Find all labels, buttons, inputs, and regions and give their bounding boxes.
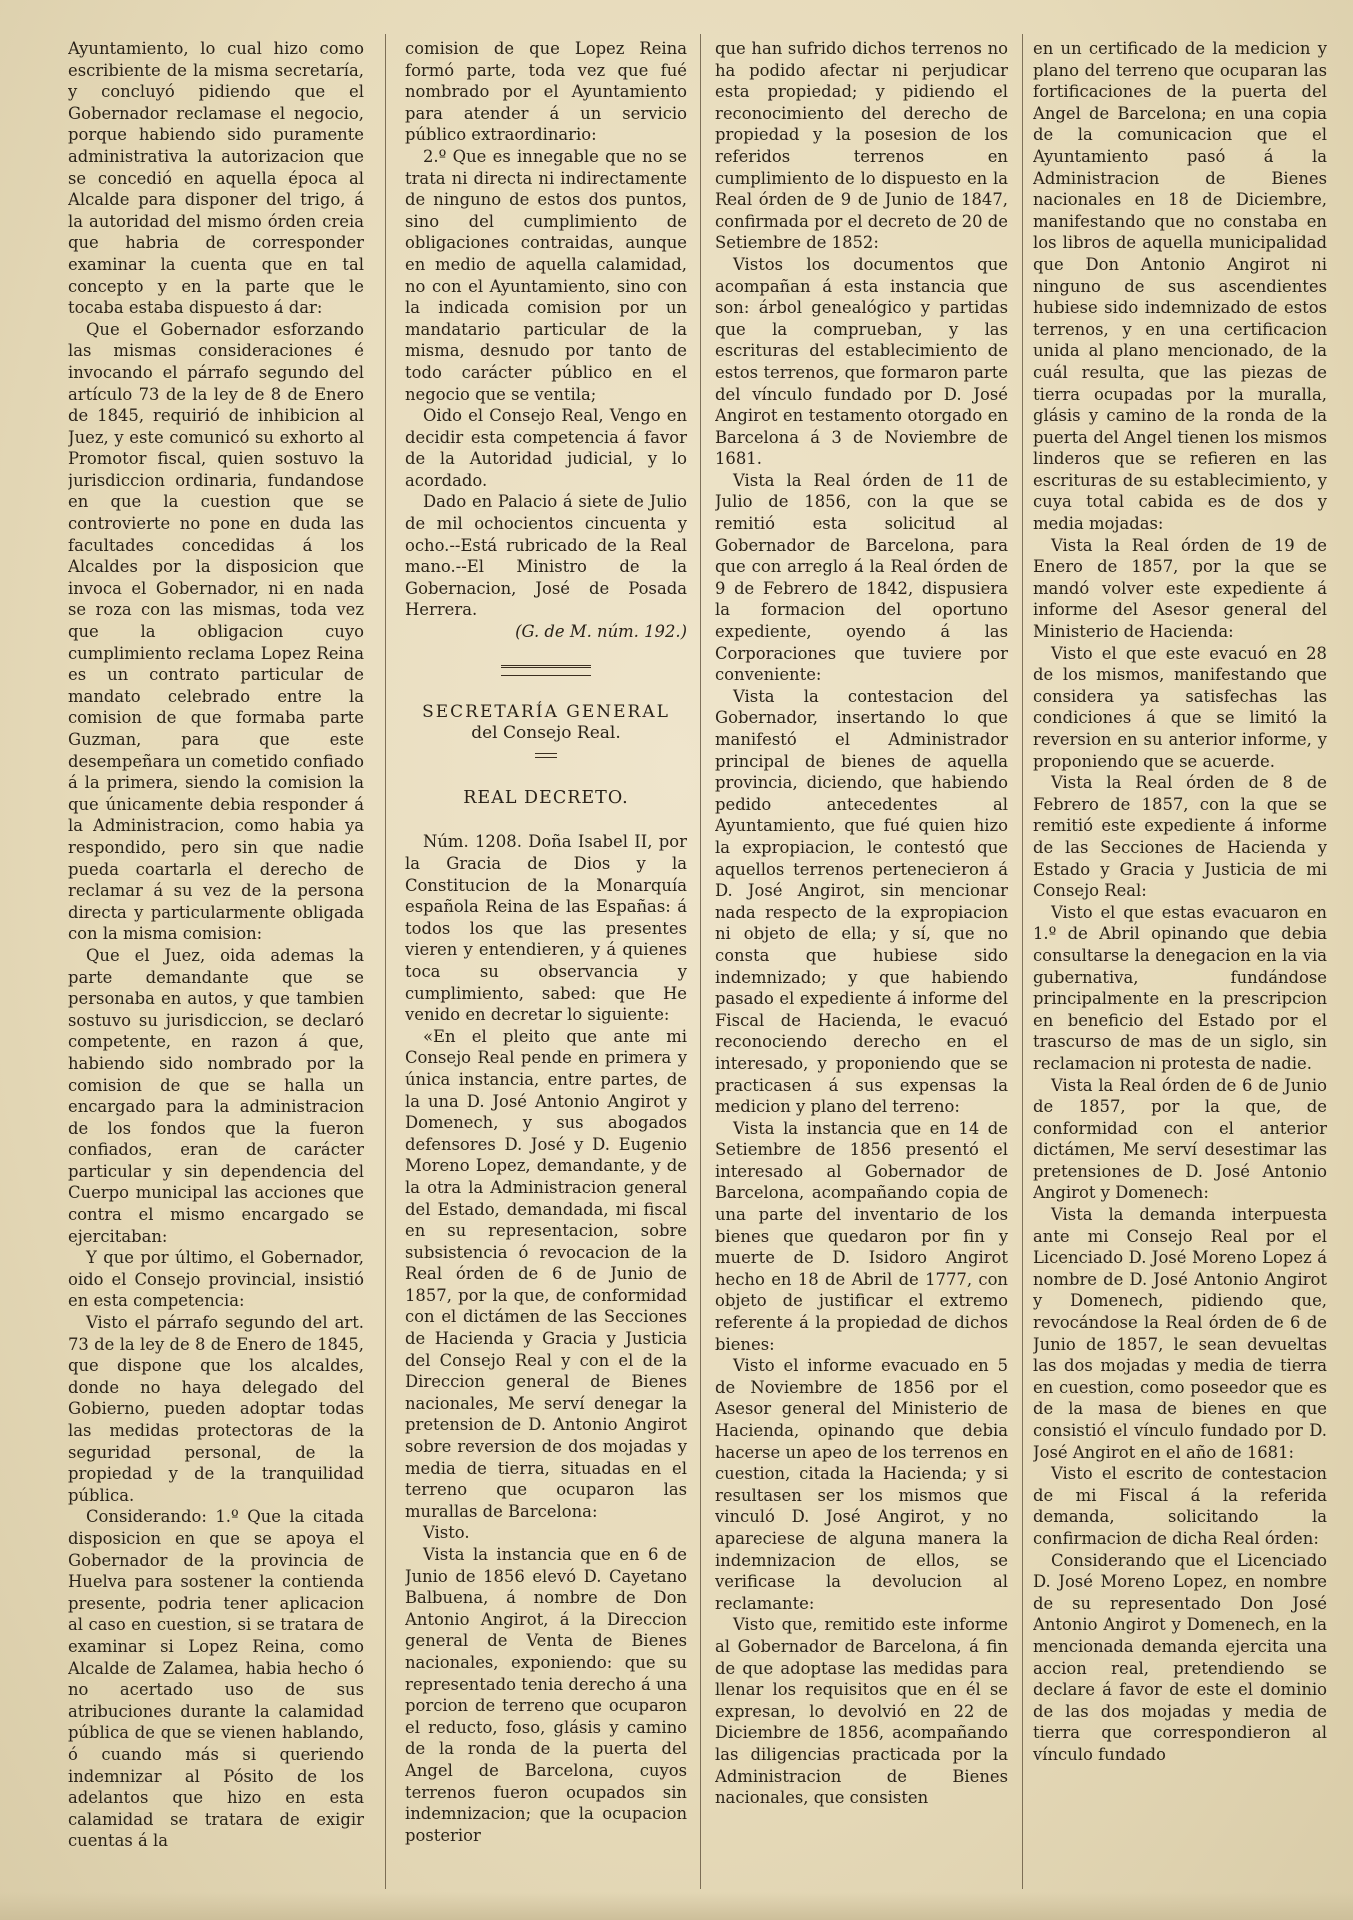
column-rule: [385, 34, 386, 1889]
column-2: [405, 38, 687, 1888]
section-title: SECRETARÍA GENERAL: [422, 701, 670, 722]
paragraph: Vista la Real órden de 6 de Junio de 1857, por la que, de conformidad con el anterior dictámen, Me serví desestimar las pretensiones de D. José Antonio Angirot y Domenech:: [1033, 1075, 1327, 1203]
paragraph: Visto.: [423, 1523, 470, 1543]
paragraph: comision de que Lopez Reina formó parte, toda vez que fué nombrado por el Ayuntamiento para atender á un servicio público extraordinario:: [405, 39, 687, 145]
paragraph: 2.º Que es innegable que no se trata ni directa ni indirectamente de ninguno de estos dos puntos, sino del cumplimiento de obligaciones contraidas, aunque en medio de aquella calamidad, no con el Ayuntamiento, sino con la indicada comision por un mandatario particular de la misma, desnudo por tanto de todo carácter público en el negocio que se ventila;: [405, 146, 687, 404]
paragraph: Que el Juez, oida ademas la parte demandante que se personaba en autos, y que tambien sostuvo su jurisdiccion, se declaró competente, en razon á que, habiendo sido nombrado por la comision de que se halla un encargado para la administracion de los fondos que la fueron confiados, eran de carácter particular y sin dependencia del Cuerpo municipal las acciones que contra el mismo encargado se ejercitaban:: [68, 945, 364, 1246]
paragraph: Núm. 1208. Doña Isabel II, por la Gracia de Dios y la Constitucion de la Monarquía española Reina de las Españas: á todos los que las presentes vieren y entendieren, y á quienes toca su observancia y cumplimiento, sabed: que He venido en decretar lo siguiente:: [405, 832, 687, 1025]
paragraph: Que el Gobernador esforzando las mismas consideraciones é invocando el párrafo segundo del artículo 73 de la ley de 8 de Enero de 1845, requirió de inhibicion al Juez, y este comunicó su exhorto al Promotor fiscal, quien sostuvo la jurisdiccion ordinaria, fundandose en que la cuestion que se controvierte no pone en duda las facultades concedidas á los Alcaldes por la disposicion que invoca el Gobernador, ni en nada se roza con las mismas, toda vez que la obligacion cuyo cumplimiento reclama Lopez Reina es un contrato particular de mandato celebrado entre la comision de que formaba parte Guzman, para que este desempeñara un cometido confiado á la primera, siendo la comision la que únicamente debia responder á la Administracion, como habia ya respondido, pero sin que nadie pueda coartarla el derecho de reclamar á su vez de la persona directa y particularmente obligada con la misma comision:: [68, 319, 364, 944]
paragraph: Vista la instancia que en 14 de Setiembre de 1856 presentó el interesado al Gobernador de Barcelona, acompañando copia de una parte del inventario de los bienes que quedaron por fin y muerte de D. Isidoro Angirot hecho en 18 de Abril de 1777, con objeto de justificar el extremo referente á la propiedad de dichos bienes:: [715, 1118, 1008, 1354]
paragraph: Vistos los documentos que acompañan á esta instancia que son: árbol genealógico y partidas que la comprueban, y las escrituras del establecimiento de estos terrenos, que formaron parte del vínculo fundado por D. José Angirot en testamento otorgado en Barcelona á 3 de Noviembre de 1681.: [715, 254, 1008, 469]
paragraph: en un certificado de la medicion y plano del terreno que ocuparan las fortificaciones de la puerta del Angel de Barcelona; en una copia de la comunicacion que el Ayuntamiento pasó á la Administracion de Bienes nacionales en 18 de Diciembre, manifestando que no constaba en los libros de aquella municipalidad que Don Antonio Angirot ni ninguno de sus ascendientes hubiese sido indemnizado de estos terrenos, y en una certificacion unida al plano mencionado, de la cuál resulta, que las piezas de tierra ocupadas por la muralla, glásis y camino de la ronda de la puerta del Angel tienen los mismos linderos que se refieren en las escrituras de su establecimiento, y cuya total cabida es de dos y media mojadas:: [1033, 39, 1327, 534]
decree-title: REAL DECRETO.: [463, 787, 629, 808]
paragraph: Y que por último, el Gobernador, oido el Consejo provincial, insistió en esta competencia:: [68, 1248, 364, 1311]
column-rule: [700, 34, 701, 1889]
paragraph: Considerando: 1.º Que la citada disposicion en que se apoya el Gobernador de la provincia de Huelva para sostener la contienda presente, podria tener aplicacion al caso en cuestion, si se tratara de examinar si Lopez Reina, como Alcalde de Zalamea, habia hecho ó no acertado uso de sus atribuciones durante la calamidad pública de que se vienen hablando, ó cuando más si queriendo indemnizar al Pósito de los adelantos que hizo en esta calamidad se tratara de exigir cuentas á la: [68, 1507, 364, 1851]
section-subtitle: del Consejo Real.: [471, 723, 621, 744]
source-citation: (G. de M. núm. 192.): [515, 622, 687, 642]
paragraph: Vista la Real órden de 8 de Febrero de 1857, con la que se remitió este expediente á informe de las Secciones de Hacienda y Estado y Gracia y Justicia de mi Consejo Real:: [1033, 773, 1327, 901]
column-3: [715, 38, 1008, 1888]
paragraph: «En el pleito que ante mi Consejo Real pende en primera y única instancia, entre partes, de la una D. José Antonio Angirot y Domenech, y sus abogados defensores D. José y D. Eugenio Moreno Lopez, demandante, y de la otra la Administracion general del Estado, demandada, mi fiscal en su representacion, sobre subsistencia ó revocacion de la Real órden de 6 de Junio de 1857, por la que, de conformidad con el dictámen de las Secciones de Hacienda y Gracia y Justicia del Consejo Real y con el de la Direccion general de Bienes nacionales, Me serví denegar la pretension de D. Antonio Angirot sobre reversion de dos mojadas y media de tierra, situadas en el terreno que ocuparon las murallas de Barcelona:: [405, 1026, 687, 1521]
paragraph: Oido el Consejo Real, Vengo en decidir esta competencia á favor de la Autoridad judicial, y lo acordado.: [405, 406, 687, 490]
column-rule: [1022, 34, 1023, 1889]
paragraph: Visto el informe evacuado en 5 de Noviembre de 1856 por el Asesor general del Ministerio de Hacienda, opinando que debia hacerse un apeo de los terrenos en cuestion, citada la Hacienda; y si resultasen ser los mismos que vinculó D. José Angirot, y no apareciese de alguna manera la indemnizacion de ellos, se verificase la devolucion al reclamante:: [715, 1356, 1008, 1613]
paragraph: Vista la demanda interpuesta ante mi Consejo Real por el Licenciado D. José Moreno Lopez á nombre de D. José Antonio Angirot y Domenech, pidiendo que, revocándose la Real órden de 6 de Junio de 1857, le sean devueltas las dos mojadas y media de tierra en cuestion, como poseedor que es de la masa de bienes en que consistió el vínculo fundado por D. José Angirot en el año de 1681:: [1033, 1205, 1327, 1462]
paragraph: Visto el párrafo segundo del art. 73 de la ley de 8 de Enero de 1845, que dispone que los alcaldes, donde no haya delegado del Gobierno, pueden adoptar todas las medidas protectoras de la seguridad personal, de la propiedad y de la tranquilidad pública.: [68, 1313, 364, 1505]
column-1: [68, 38, 364, 1888]
paragraph: Vista la instancia que en 6 de Junio de 1856 elevó D. Cayetano Balbuena, á nombre de Don Antonio Angirot, á la Direccion general de Venta de Bienes nacionales, exponiendo: que su representado tenia derecho á una porcion de terreno que ocuparon el reducto, foso, glásis y camino de la ronda de la puerta del Angel de Barcelona, cuyos terrenos fueron ocupados sin indemnizacion; que la ocupacion posterior: [405, 1545, 687, 1845]
paragraph: Dado en Palacio á siete de Julio de mil ochocientos cincuenta y ocho.--Está rubricado de la Real mano.--El Ministro de la Gobernacion, José de Posada Herrera.: [405, 492, 687, 620]
paragraph: Ayuntamiento, lo cual hizo como escribiente de la misma secretaría, y concluyó pidiendo que el Gobernador reclamase el negocio, porque habiendo sido puramente administrativa la autorizacion que se concedió en aquella época al Alcalde para disponer del trigo, á la autoridad del mismo órden creia que habria de corresponder examinar la cuenta que en tal concepto y en la parte que le tocaba estaba dispuesto á dar:: [68, 39, 364, 318]
title-rule: [535, 753, 557, 758]
paragraph: Considerando que el Licenciado D. José Moreno Lopez, en nombre de su representado Don José Antonio Angirot y Domenech, en la mencionada demanda ejercita una accion real, pretendiendo se declare á favor de este el dominio de las dos mojadas y media de tierra que correspondieron al vínculo fundado: [1033, 1550, 1327, 1764]
paragraph: Vista la Real órden de 19 de Enero de 1857, por la que se mandó volver este expediente á informe del Asesor general del Ministerio de Hacienda:: [1033, 535, 1327, 642]
section-divider: [501, 665, 591, 676]
paragraph: Vista la contestacion del Gobernador, insertando lo que manifestó el Administrador principal de bienes de aquella provincia, diciendo, que habiendo pedido antecedentes al Ayuntamiento, que fué quien hizo la expropiacion, le contestó que aquellos terrenos pertenecieron á D. José Angirot, sin mencionar nada respecto de la expropiacion ni objeto de ella; y sí, que no consta que hubiese sido indemnizado; y que habiendo pasado el expediente á informe del Fiscal de Hacienda, le evacuó reconociendo derecho en el interesado, y proponiendo que se practicasen á sus expensas la medicion y plano del terreno:: [715, 686, 1008, 1117]
paragraph: Vista la Real órden de 11 de Julio de 1856, con la que se remitió esta solicitud al Gobernador de Barcelona, para que con arreglo á la Real órden de 9 de Febrero de 1842, dispusiera la formacion del oportuno expediente, oyendo á las Corporaciones que tuviere por conveniente:: [715, 470, 1008, 685]
paragraph: Visto que, remitido este informe al Gobernador de Barcelona, á fin de que adoptase las medidas para llenar los requisitos que en él se expresan, lo devolvió en 22 de Diciembre de 1856, acompañando las diligencias practicada por la Administracion de Bienes nacionales, que consisten: [715, 1615, 1008, 1808]
column-4: [1033, 38, 1327, 1888]
paragraph: que han sufrido dichos terrenos no ha podido afectar ni perjudicar esta propiedad; y pidiendo el reconocimiento del derecho de propiedad y la posesion de los referidos terrenos en cumplimiento de lo dispuesto en la Real órden de 9 de Junio de 1847, confirmada por el decreto de 20 de Setiembre de 1852:: [715, 39, 1008, 253]
page-edge-shadow: [0, 1892, 1353, 1920]
paragraph: Visto el que este evacuó en 28 de los mismos, manifestando que considera ya satisfechas las condiciones á que se limitó la reversion en su anterior informe, y proponiendo que se acuerde.: [1033, 643, 1327, 771]
paragraph: Visto el que estas evacuaron en 1.º de Abril opinando que debia consultarse la denegacion en la via gubernativa, fundándose principalmente en la prescripcion en beneficio del Estado por el trascurso de mas de un siglo, sin reclamacion ni protesta de nadie.: [1033, 902, 1327, 1073]
paragraph: Visto el escrito de contestacion de mi Fiscal á la referida demanda, solicitando la confirmacion de dicha Real órden:: [1033, 1464, 1327, 1548]
